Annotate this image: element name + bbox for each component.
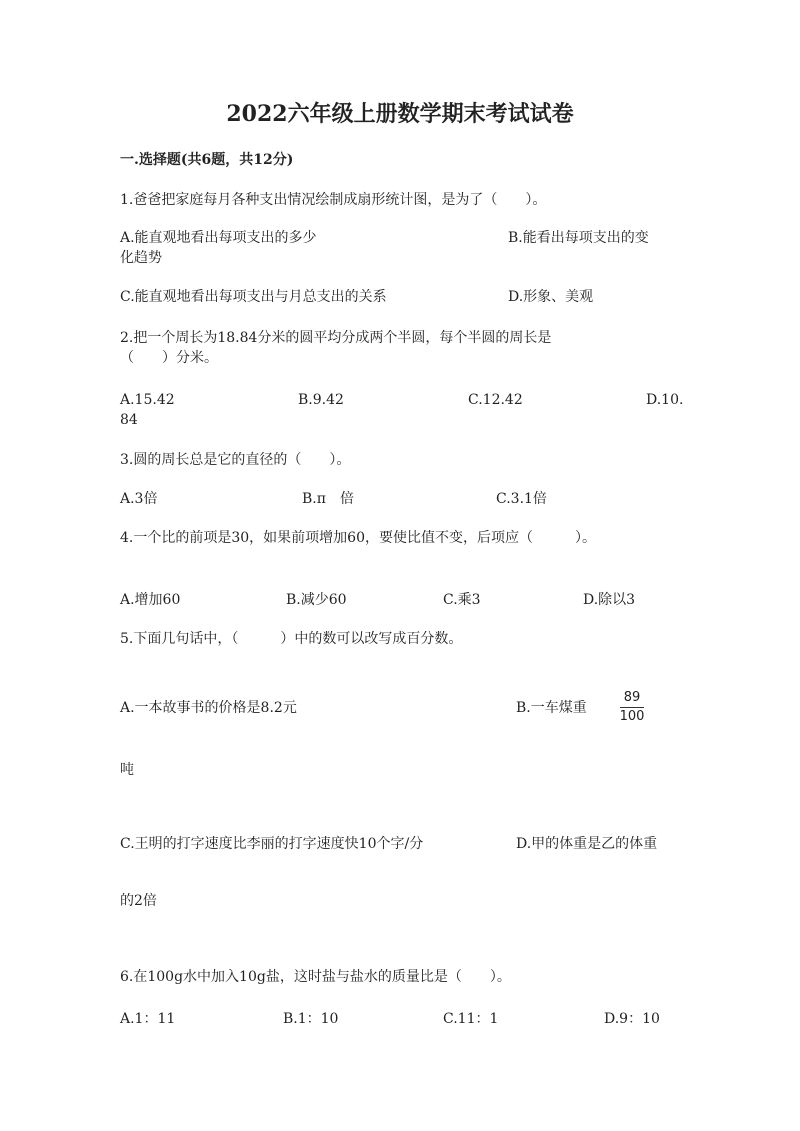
question-3-stem: 3.圆的周长总是它的直径的（ ）。 bbox=[120, 452, 351, 468]
question-1-option-c: C.能直观地看出每项支出与月总支出的关系 bbox=[120, 289, 387, 305]
question-1-stem: 1.爸爸把家庭每月各种支出情况绘制成扇形统计图，是为了（ ）。 bbox=[120, 192, 547, 208]
question-5-option-d-wrap: 的2倍 bbox=[120, 893, 157, 909]
fraction-numerator: 89 bbox=[623, 690, 641, 705]
question-5-option-d: D.甲的体重是乙的体重 bbox=[516, 836, 658, 852]
question-5-option-b-wrap: 吨 bbox=[120, 762, 134, 778]
question-4-option-b: B.减少60 bbox=[286, 592, 347, 608]
question-1-option-d: D.形象、美观 bbox=[508, 289, 594, 305]
question-2-option-c: C.12.42 bbox=[468, 392, 523, 408]
question-5-option-c: C.王明的打字速度比李丽的打字速度快10个字/分 bbox=[120, 836, 424, 852]
question-4-stem: 4.一个比的前项是30，如果前项增加60，要使比值不变，后项应（ ）。 bbox=[120, 530, 596, 546]
question-2-stem-line2: （ ）分米。 bbox=[120, 350, 218, 366]
question-5-stem: 5.下面几句话中，（ ）中的数可以改写成百分数。 bbox=[120, 631, 463, 647]
question-4-option-c: C.乘3 bbox=[443, 592, 481, 608]
question-3-option-c: C.3.1倍 bbox=[496, 491, 547, 507]
fraction-denominator: 100 bbox=[619, 709, 645, 724]
question-6-option-c: C.11：1 bbox=[443, 1011, 499, 1027]
page-title: 2022六年级上册数学期末考试试卷 bbox=[226, 101, 574, 127]
question-2-option-b: B.9.42 bbox=[298, 392, 344, 408]
question-6-option-d: D.9：10 bbox=[604, 1011, 660, 1027]
question-5-option-b: B.一车煤重 bbox=[516, 700, 587, 716]
question-5-option-a: A.一本故事书的价格是8.2元 bbox=[120, 700, 297, 716]
question-6-option-a: A.1：11 bbox=[120, 1011, 176, 1027]
question-2-stem: 2.把一个周长为18.84分米的圆平均分成两个半圆，每个半圆的周长是 bbox=[120, 330, 552, 346]
question-1-option-a: A.能直观地看出每项支出的多少 bbox=[120, 230, 317, 246]
question-4-option-d: D.除以3 bbox=[583, 592, 636, 608]
question-2-option-d: D.10. bbox=[646, 392, 684, 408]
question-2-option-a: A.15.42 bbox=[120, 392, 175, 408]
question-2-option-d-wrap: 84 bbox=[120, 412, 138, 428]
fraction-bar bbox=[620, 707, 644, 708]
question-1-option-b: B.能看出每项支出的变 bbox=[508, 230, 649, 246]
question-6-option-b: B.1：10 bbox=[283, 1011, 339, 1027]
question-3-option-a: A.3倍 bbox=[120, 491, 158, 507]
section-heading: 一.选择题(共6题，共12分) bbox=[120, 152, 294, 168]
question-6-stem: 6.在100g水中加入10g盐，这时盐与盐水的质量比是（ ）。 bbox=[120, 969, 511, 985]
question-4-option-a: A.增加60 bbox=[120, 592, 181, 608]
fraction-89-over-100 bbox=[617, 690, 647, 725]
question-3-option-b: B.π 倍 bbox=[302, 491, 354, 507]
question-1-option-b-wrap: 化趋势 bbox=[120, 250, 162, 266]
